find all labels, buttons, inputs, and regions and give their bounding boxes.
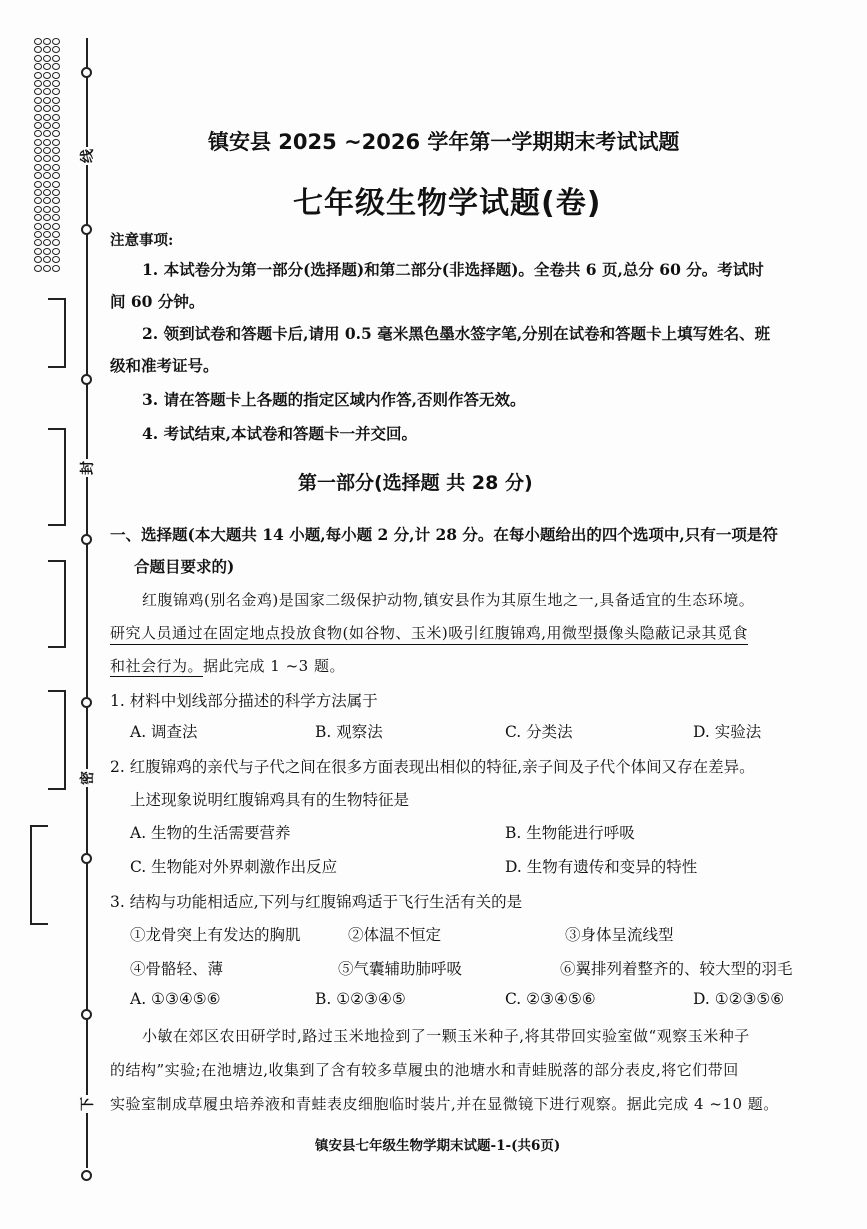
punch-hole-circle — [52, 147, 60, 154]
punch-hole-row — [34, 105, 64, 113]
punch-hole-circle — [34, 197, 42, 204]
punch-hole-row — [34, 63, 64, 71]
subject-title: 七年级生物学试题(卷) — [293, 186, 602, 221]
punch-hole-circle — [34, 72, 42, 79]
question-3-option-c: C. ②③④⑤⑥ — [505, 990, 596, 1008]
punch-hole-circle — [52, 256, 60, 263]
punch-hole-circle — [34, 248, 42, 255]
punch-hole-circle — [43, 147, 51, 154]
punch-hole-circle — [52, 265, 60, 272]
punch-hole-circle — [52, 172, 60, 179]
punch-hole-row — [34, 122, 64, 130]
question-1-option-c: C. 分类法 — [505, 723, 573, 741]
punch-hole-circle — [43, 231, 51, 238]
punch-hole-circle — [34, 155, 42, 162]
margin-dot — [81, 67, 92, 78]
punch-hole-circle — [34, 147, 42, 154]
punch-hole-circle — [43, 88, 51, 95]
note-2-line-1: 2. 领到试卷和答题卡后,请用 0.5 毫米黑色墨水签字笔,分别在试卷和答题卡上填写姓名、班 — [142, 324, 771, 343]
punch-hole-circle — [34, 181, 42, 188]
punch-hole-circle — [43, 46, 51, 53]
passage-1-line-3-underlined: 和社会行为。 — [110, 657, 204, 675]
punch-hole-row — [34, 139, 64, 147]
question-3-statement-4: ④骨骼轻、薄 — [130, 960, 224, 978]
punch-hole-circle — [34, 206, 42, 213]
punch-hole-circle — [52, 55, 60, 62]
punch-hole-row — [34, 256, 64, 264]
question-1-option-b: B. 观察法 — [315, 723, 383, 741]
passage-1-line-3 — [110, 655, 345, 676]
punch-hole-circle — [34, 122, 42, 129]
punch-hole-circle — [52, 214, 60, 221]
exam-number-bracket — [48, 690, 66, 790]
note-4: 4. 考试结束,本试卷和答题卡一并交回。 — [142, 424, 417, 443]
punch-hole-circle — [52, 189, 60, 196]
punch-hole-circle — [43, 214, 51, 221]
margin-dot — [81, 224, 92, 235]
question-3-option-a: A. ①③④⑤⑥ — [130, 990, 221, 1008]
punch-hole-row — [34, 114, 64, 122]
punch-hole-circle — [52, 80, 60, 87]
punch-hole-circle — [43, 63, 51, 70]
part-1-title: 第一部分(选择题 共 28 分) — [298, 472, 533, 494]
passage-2-line-1: 小敏在郊区农田研学时,路过玉米地捡到了一颗玉米种子,将其带回实验室做“观察玉米种子 — [142, 1027, 750, 1045]
punch-hole-row — [34, 223, 64, 231]
note-3: 3. 请在答题卡上各题的指定区域内作答,否则作答无效。 — [142, 390, 526, 409]
punch-hole-circle — [34, 130, 42, 137]
seat-number-bracket — [30, 825, 48, 925]
punch-hole-circle — [34, 80, 42, 87]
punch-hole-circle — [52, 97, 60, 104]
punch-hole-circle — [52, 122, 60, 129]
punch-hole-circle — [52, 206, 60, 213]
punch-hole-row — [34, 239, 64, 247]
punch-hole-circle — [34, 223, 42, 230]
punch-hole-row — [34, 147, 64, 155]
question-2-option-b: B. 生物能进行呼吸 — [505, 824, 635, 842]
punch-hole-circle — [34, 114, 42, 121]
page-footer: 镇安县七年级生物学期末试题-1-(共6页) — [315, 1138, 561, 1154]
note-2-line-2: 级和准考证号。 — [110, 356, 219, 375]
punch-hole-circle — [52, 164, 60, 171]
punch-hole-circle — [52, 72, 60, 79]
margin-label-xian: 线 — [77, 147, 97, 165]
passage-2-line-2: 的结构”实验;在池塘边,收集到了含有较多草履虫的池塘水和青蛙脱落的部分表皮,将它们带回 — [110, 1061, 739, 1079]
question-3-statement-2: ②体温不恒定 — [348, 926, 442, 944]
question-3-statement-6: ⑥翼排列着整齐的、较大型的羽毛 — [560, 960, 793, 978]
punch-hole-row — [34, 80, 64, 88]
punch-hole-circle — [43, 189, 51, 196]
name-field-bracket — [48, 298, 66, 368]
question-3-stem: 3. 结构与功能相适应,下列与红腹锦鸡适于飞行生活有关的是 — [110, 893, 523, 911]
punch-hole-row — [34, 172, 64, 180]
punch-hole-circle — [52, 155, 60, 162]
punch-hole-circle — [43, 239, 51, 246]
punch-hole-row — [34, 72, 64, 80]
punch-hole-circle — [43, 97, 51, 104]
punch-hole-circle — [43, 38, 51, 45]
punch-hole-circle — [43, 139, 51, 146]
punch-hole-circle — [43, 223, 51, 230]
punch-hole-row — [34, 197, 64, 205]
punch-hole-circle — [43, 122, 51, 129]
note-1-line-2: 间 60 分钟。 — [110, 292, 205, 311]
part-1-instruction-line-1: 一、选择题(本大题共 14 小题,每小题 2 分,计 28 分。在每小题给出的四个选项中,只有一项是符 — [110, 525, 778, 544]
margin-dot — [81, 374, 92, 385]
punch-hole-row — [34, 248, 64, 256]
question-1-option-a: A. 调查法 — [130, 723, 198, 741]
binding-margin — [0, 0, 110, 1229]
punch-hole-row — [34, 88, 64, 96]
question-3-statement-1: ①龙骨突上有发达的胸肌 — [130, 926, 301, 944]
passage-1-line-3-rest: 据此完成 1 ~3 题。 — [203, 657, 345, 675]
punch-hole-circle — [52, 139, 60, 146]
punch-hole-circle — [34, 256, 42, 263]
school-field-bracket — [48, 560, 66, 648]
question-3-option-d: D. ①②③⑤⑥ — [693, 990, 785, 1008]
punch-hole-row — [34, 155, 64, 163]
passage-1-line-1: 红腹锦鸡(别名金鸡)是国家二级保护动物,镇安县作为其原生地之一,具备适宜的生态环境。 — [142, 591, 755, 609]
punch-hole-circle — [43, 105, 51, 112]
margin-dot — [81, 534, 92, 545]
punch-hole-circle — [34, 172, 42, 179]
margin-label-mi: 密 — [77, 769, 97, 787]
punch-hole-row — [34, 189, 64, 197]
punch-hole-circle — [34, 97, 42, 104]
punch-hole-row — [34, 164, 64, 172]
punch-hole-circle — [43, 248, 51, 255]
punch-holes — [34, 38, 64, 273]
class-field-bracket — [48, 428, 66, 526]
punch-hole-circle — [43, 256, 51, 263]
punch-hole-circle — [43, 114, 51, 121]
punch-hole-circle — [52, 130, 60, 137]
punch-hole-circle — [43, 206, 51, 213]
question-2-option-c: C. 生物能对外界刺激作出反应 — [130, 858, 338, 876]
question-1-option-d: D. 实验法 — [693, 723, 762, 741]
passage-1-line-2-underlined: 研究人员通过在固定地点投放食物(如谷物、玉米)吸引红腹锦鸡,用微型摄像头隐蔽记录其觅食 — [110, 622, 748, 645]
punch-hole-circle — [34, 139, 42, 146]
question-2-stem-line-1: 2. 红腹锦鸡的亲代与子代之间在很多方面表现出相似的特征,亲子间及子代个体间又存在差异。 — [110, 758, 755, 776]
punch-hole-row — [34, 55, 64, 63]
question-3-statement-5: ⑤气囊辅助肺呼吸 — [338, 960, 463, 978]
margin-label-feng: 封 — [77, 459, 97, 477]
punch-hole-circle — [34, 63, 42, 70]
punch-hole-circle — [52, 105, 60, 112]
punch-hole-circle — [34, 239, 42, 246]
punch-hole-circle — [52, 63, 60, 70]
punch-hole-row — [34, 97, 64, 105]
punch-hole-circle — [52, 197, 60, 204]
punch-hole-circle — [52, 38, 60, 45]
punch-hole-circle — [43, 265, 51, 272]
question-2-option-d: D. 生物有遗传和变异的特性 — [505, 858, 698, 876]
question-2-option-a: A. 生物的生活需要营养 — [130, 824, 291, 842]
punch-hole-circle — [52, 46, 60, 53]
punch-hole-circle — [34, 164, 42, 171]
margin-dot — [81, 853, 92, 864]
punch-hole-circle — [34, 55, 42, 62]
punch-hole-circle — [52, 181, 60, 188]
punch-hole-row — [34, 181, 64, 189]
punch-hole-circle — [34, 88, 42, 95]
punch-hole-circle — [43, 55, 51, 62]
punch-hole-row — [34, 130, 64, 138]
punch-hole-circle — [43, 197, 51, 204]
margin-dot — [81, 1170, 92, 1181]
punch-hole-row — [34, 38, 64, 46]
punch-hole-circle — [43, 181, 51, 188]
punch-hole-circle — [34, 231, 42, 238]
question-3-option-b: B. ①②③④⑤ — [315, 990, 406, 1008]
punch-hole-circle — [52, 88, 60, 95]
question-2-stem-line-2: 上述现象说明红腹锦鸡具有的生物特征是 — [130, 791, 410, 809]
passage-2-line-3: 实验室制成草履虫培养液和青蛙表皮细胞临时装片,并在显微镜下进行观察。据此完成 4 ~10 题。 — [110, 1095, 779, 1113]
punch-hole-circle — [43, 130, 51, 137]
note-1-line-1: 1. 本试卷分为第一部分(选择题)和第二部分(非选择题)。全卷共 6 页,总分 60 分。考试时 — [142, 260, 764, 279]
punch-hole-circle — [52, 114, 60, 121]
punch-hole-circle — [43, 172, 51, 179]
margin-label-xia: 下 — [77, 1095, 97, 1113]
punch-hole-circle — [52, 248, 60, 255]
question-1-stem: 1. 材料中划线部分描述的科学方法属于 — [110, 692, 378, 710]
punch-hole-row — [34, 265, 64, 273]
punch-hole-circle — [52, 231, 60, 238]
punch-hole-row — [34, 214, 64, 222]
exam-title: 镇安县 2025 ~2026 学年第一学期期末考试试题 — [208, 130, 680, 154]
margin-dot — [81, 697, 92, 708]
punch-hole-circle — [43, 72, 51, 79]
punch-hole-circle — [34, 265, 42, 272]
part-1-instruction-line-2: 合题目要求的) — [134, 557, 235, 576]
punch-hole-circle — [34, 214, 42, 221]
punch-hole-circle — [43, 155, 51, 162]
notes-heading: 注意事项: — [110, 232, 174, 249]
punch-hole-circle — [52, 239, 60, 246]
margin-dot — [81, 1009, 92, 1020]
punch-hole-circle — [34, 105, 42, 112]
seal-line — [86, 38, 88, 1168]
question-3-statement-3: ③身体呈流线型 — [565, 926, 674, 944]
punch-hole-circle — [52, 223, 60, 230]
punch-hole-row — [34, 206, 64, 214]
punch-hole-circle — [43, 164, 51, 171]
punch-hole-circle — [34, 189, 42, 196]
punch-hole-row — [34, 231, 64, 239]
punch-hole-circle — [43, 80, 51, 87]
punch-hole-circle — [34, 46, 42, 53]
punch-hole-circle — [34, 38, 42, 45]
punch-hole-row — [34, 46, 64, 54]
